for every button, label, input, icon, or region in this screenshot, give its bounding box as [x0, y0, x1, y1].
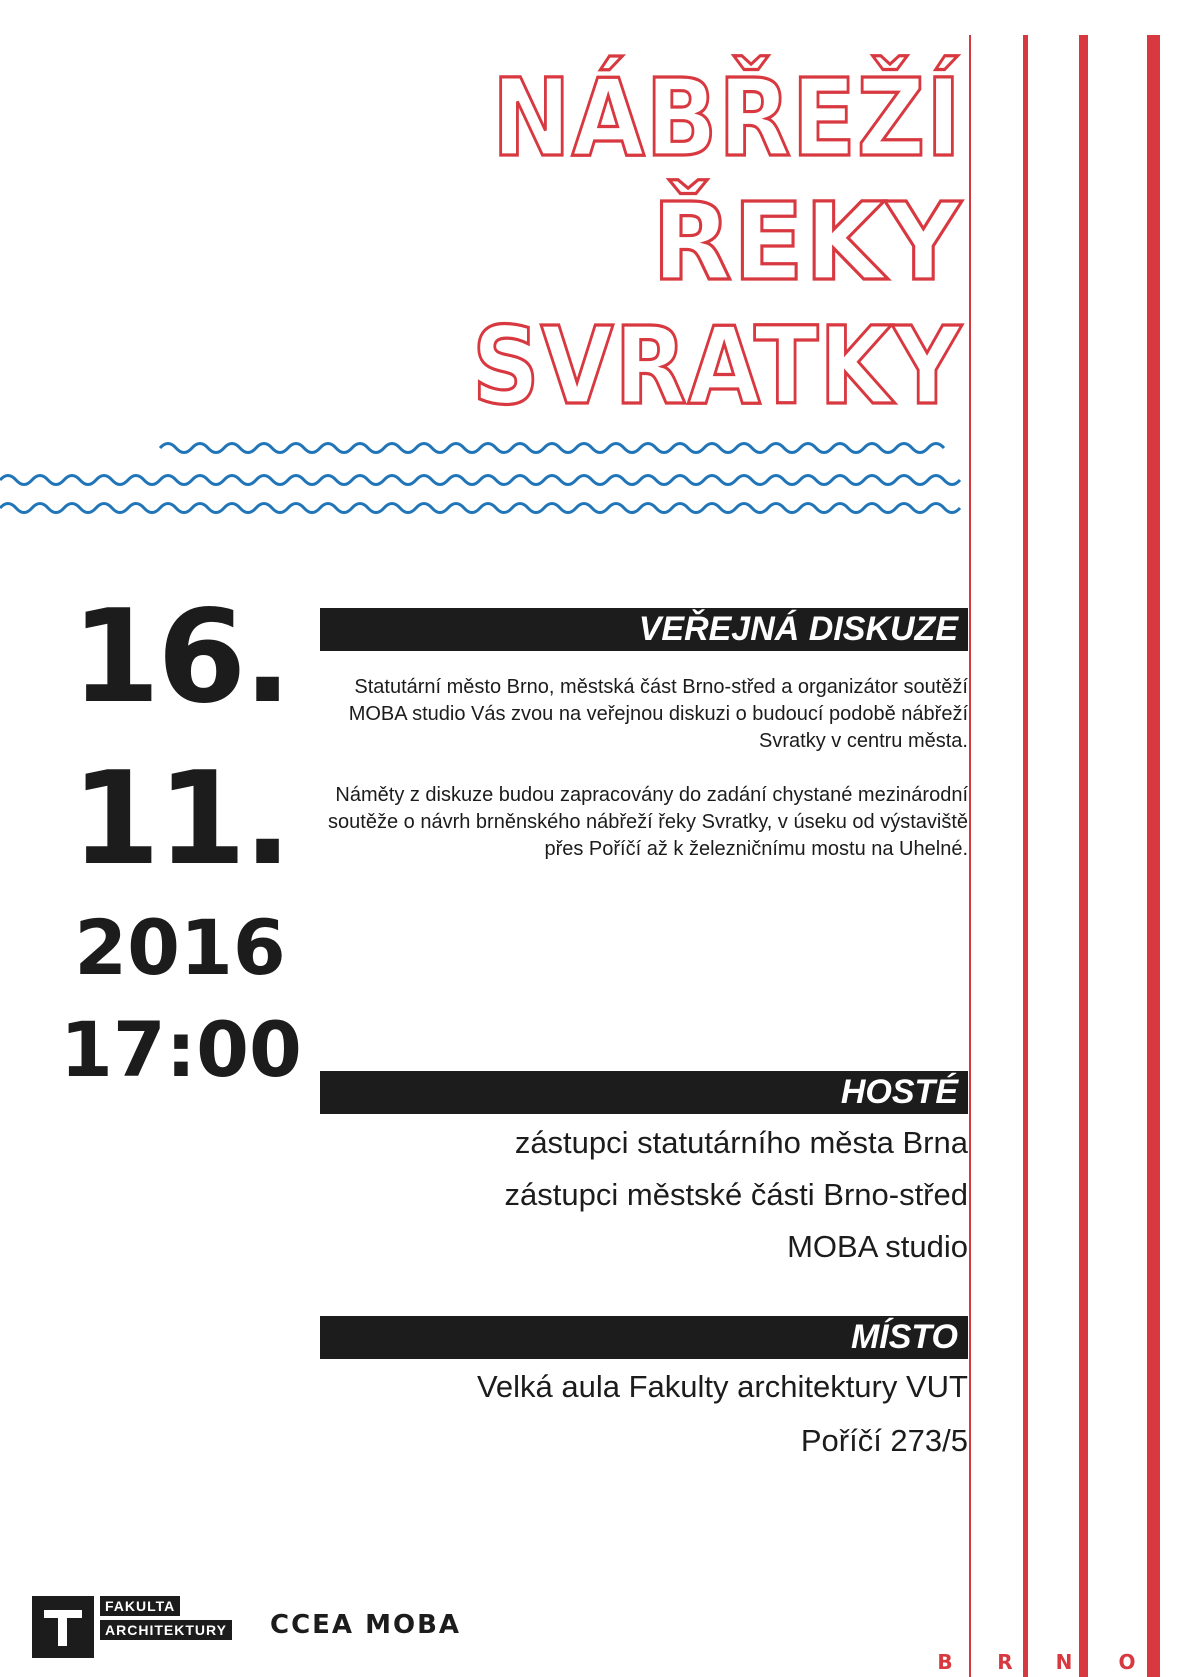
wave-line-1 [160, 444, 944, 453]
city-letter-r: R [997, 1650, 1013, 1674]
section-heading-place: MÍSTO [320, 1316, 968, 1359]
poster-title [470, 55, 1026, 429]
guest-item: MOBA studio [787, 1229, 968, 1264]
wave-line-3 [0, 504, 960, 513]
wave-line-2 [0, 476, 960, 485]
event-time: 17:00 [60, 1005, 302, 1094]
event-month: 11. [71, 745, 289, 894]
discussion-paragraph-2: Náměty z diskuze budou zapracovány do zadání chystané mezinárodní soutěže o návrh brněnského nábřeží řeky Svratky, v úseku od výstaviště přes Poříčí až k železničnímu mostu na Uhelné. [328, 784, 968, 860]
section-heading-discussion: VEŘEJNÁ DISKUZE [320, 608, 968, 651]
event-day: 16. [71, 583, 289, 732]
vertical-stripe-1 [969, 35, 971, 1677]
title-line-3: SVRATKY [472, 305, 963, 429]
discussion-paragraph-1: Statutární město Brno, městská část Brno-střed a organizátor soutěží MOBA studio Vás zvou na veřejnou diskuzi o budoucí podobě nábřeží Svratky v centru města. [348, 676, 968, 752]
city-letter-n: N [1055, 1650, 1073, 1674]
fa-logo-line-1: FAKULTA [100, 1596, 180, 1616]
river-waves [0, 438, 965, 518]
place-venue: Velká aula Fakulty architektury VUT [476, 1369, 968, 1404]
city-letter-o: O [1118, 1650, 1136, 1674]
guest-item: zástupci statutárního města Brna [514, 1125, 968, 1160]
vertical-stripe-2 [1023, 35, 1028, 1677]
section-heading-guests: HOSTÉ [320, 1071, 968, 1114]
city-letter-b: B [937, 1650, 953, 1674]
event-year: 2016 [74, 903, 286, 992]
title-line-2: ŘEKY [652, 181, 972, 305]
fa-logo-text [100, 1596, 232, 1644]
vertical-stripe-4 [1147, 35, 1160, 1677]
place-address: Poříčí 273/5 [800, 1423, 968, 1458]
fa-logo-icon [32, 1596, 94, 1658]
title-line-1: NÁBŘEŽÍ [492, 57, 1026, 181]
vertical-stripe-3 [1079, 35, 1088, 1677]
ccea-moba-logo: CCEA MOBA [270, 1610, 462, 1640]
fa-logo-line-2: ARCHITEKTURY [100, 1620, 232, 1640]
guest-item: zástupci městské části Brno-střed [504, 1177, 968, 1212]
